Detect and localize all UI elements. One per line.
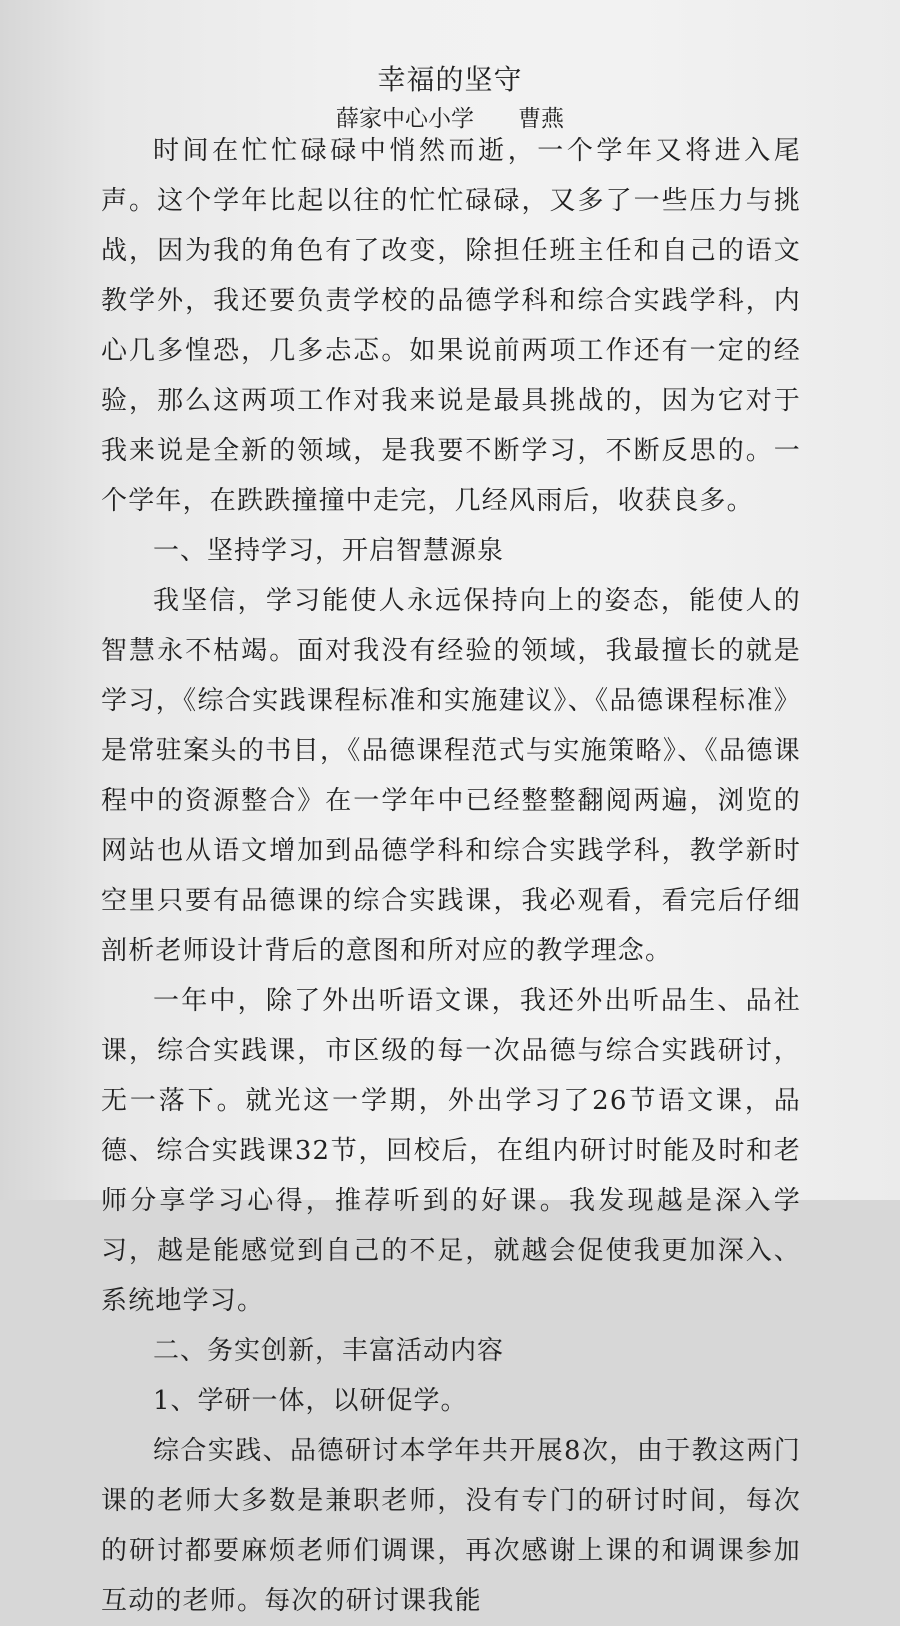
paragraph-lectures: 一年中，除了外出听语文课，我还外出听品生、品社课，综合实践课，市区级的每一次品德与综合实践研讨，无一落下。就光这一学期，外出学习了26节语文课，品德、综合实践课32节，回校后，在组内研讨时能及时和老师分享学习心得，推荐听到的好课。我发现越是深入学习，越是能感觉到自己的不足，就越会促使我更加深入、系统地学习。 — [101, 986, 801, 1316]
school-name: 薛家中心小学 — [336, 106, 474, 132]
document-body — [101, 126, 801, 1626]
subsection-heading-1: 1、学研一体，以研促学。 — [153, 1386, 468, 1416]
section-heading-1: 一、坚持学习，开启智慧源泉 — [153, 536, 505, 566]
paragraph-research: 综合实践、品德研讨本学年共开展8次，由于教这两门课的老师大多数是兼职老师，没有专门的研讨时间，每次的研讨都要麻烦老师们调课，再次感谢上课的和调课参加互动的老师。每次的研讨课我能 — [101, 1436, 801, 1616]
section-heading-2: 二、务实创新，丰富活动内容 — [153, 1336, 505, 1366]
author-name: 曹燕 — [518, 106, 564, 132]
paragraph-learning: 我坚信，学习能使人永远保持向上的姿态，能使人的智慧永不枯竭。面对我没有经验的领域，我最擅长的就是学习，《综合实践课程标准和实施建议》、《品德课程标准》是常驻案头的书目，《品德课程范式与实施策略》、《品德课程中的资源整合》在一学年中已经整整翻阅两遍，浏览的网站也从语文增加到品德学科和综合实践学科，教学新时空里只要有品德课的综合实践课，我必观看，看完后仔细剖析老师设计背后的意图和所对应的教学理念。 — [101, 586, 801, 966]
paragraph-intro: 时间在忙忙碌碌中悄然而逝，一个学年又将进入尾声。这个学年比起以往的忙忙碌碌，又多了一些压力与挑战，因为我的角色有了改变，除担任班主任和自己的语文教学外，我还要负责学校的品德学科和综合实践学科，内心几多惶恐，几多忐忑。如果说前两项工作还有一定的经验，那么这两项工作对我来说是最具挑战的，因为它对于我来说是全新的领域，是我要不断学习，不断反思的。一个学年，在跌跌撞撞中走完，几经风雨后，收获良多。 — [101, 136, 801, 516]
document-title: 幸福的坚守 — [377, 63, 523, 96]
